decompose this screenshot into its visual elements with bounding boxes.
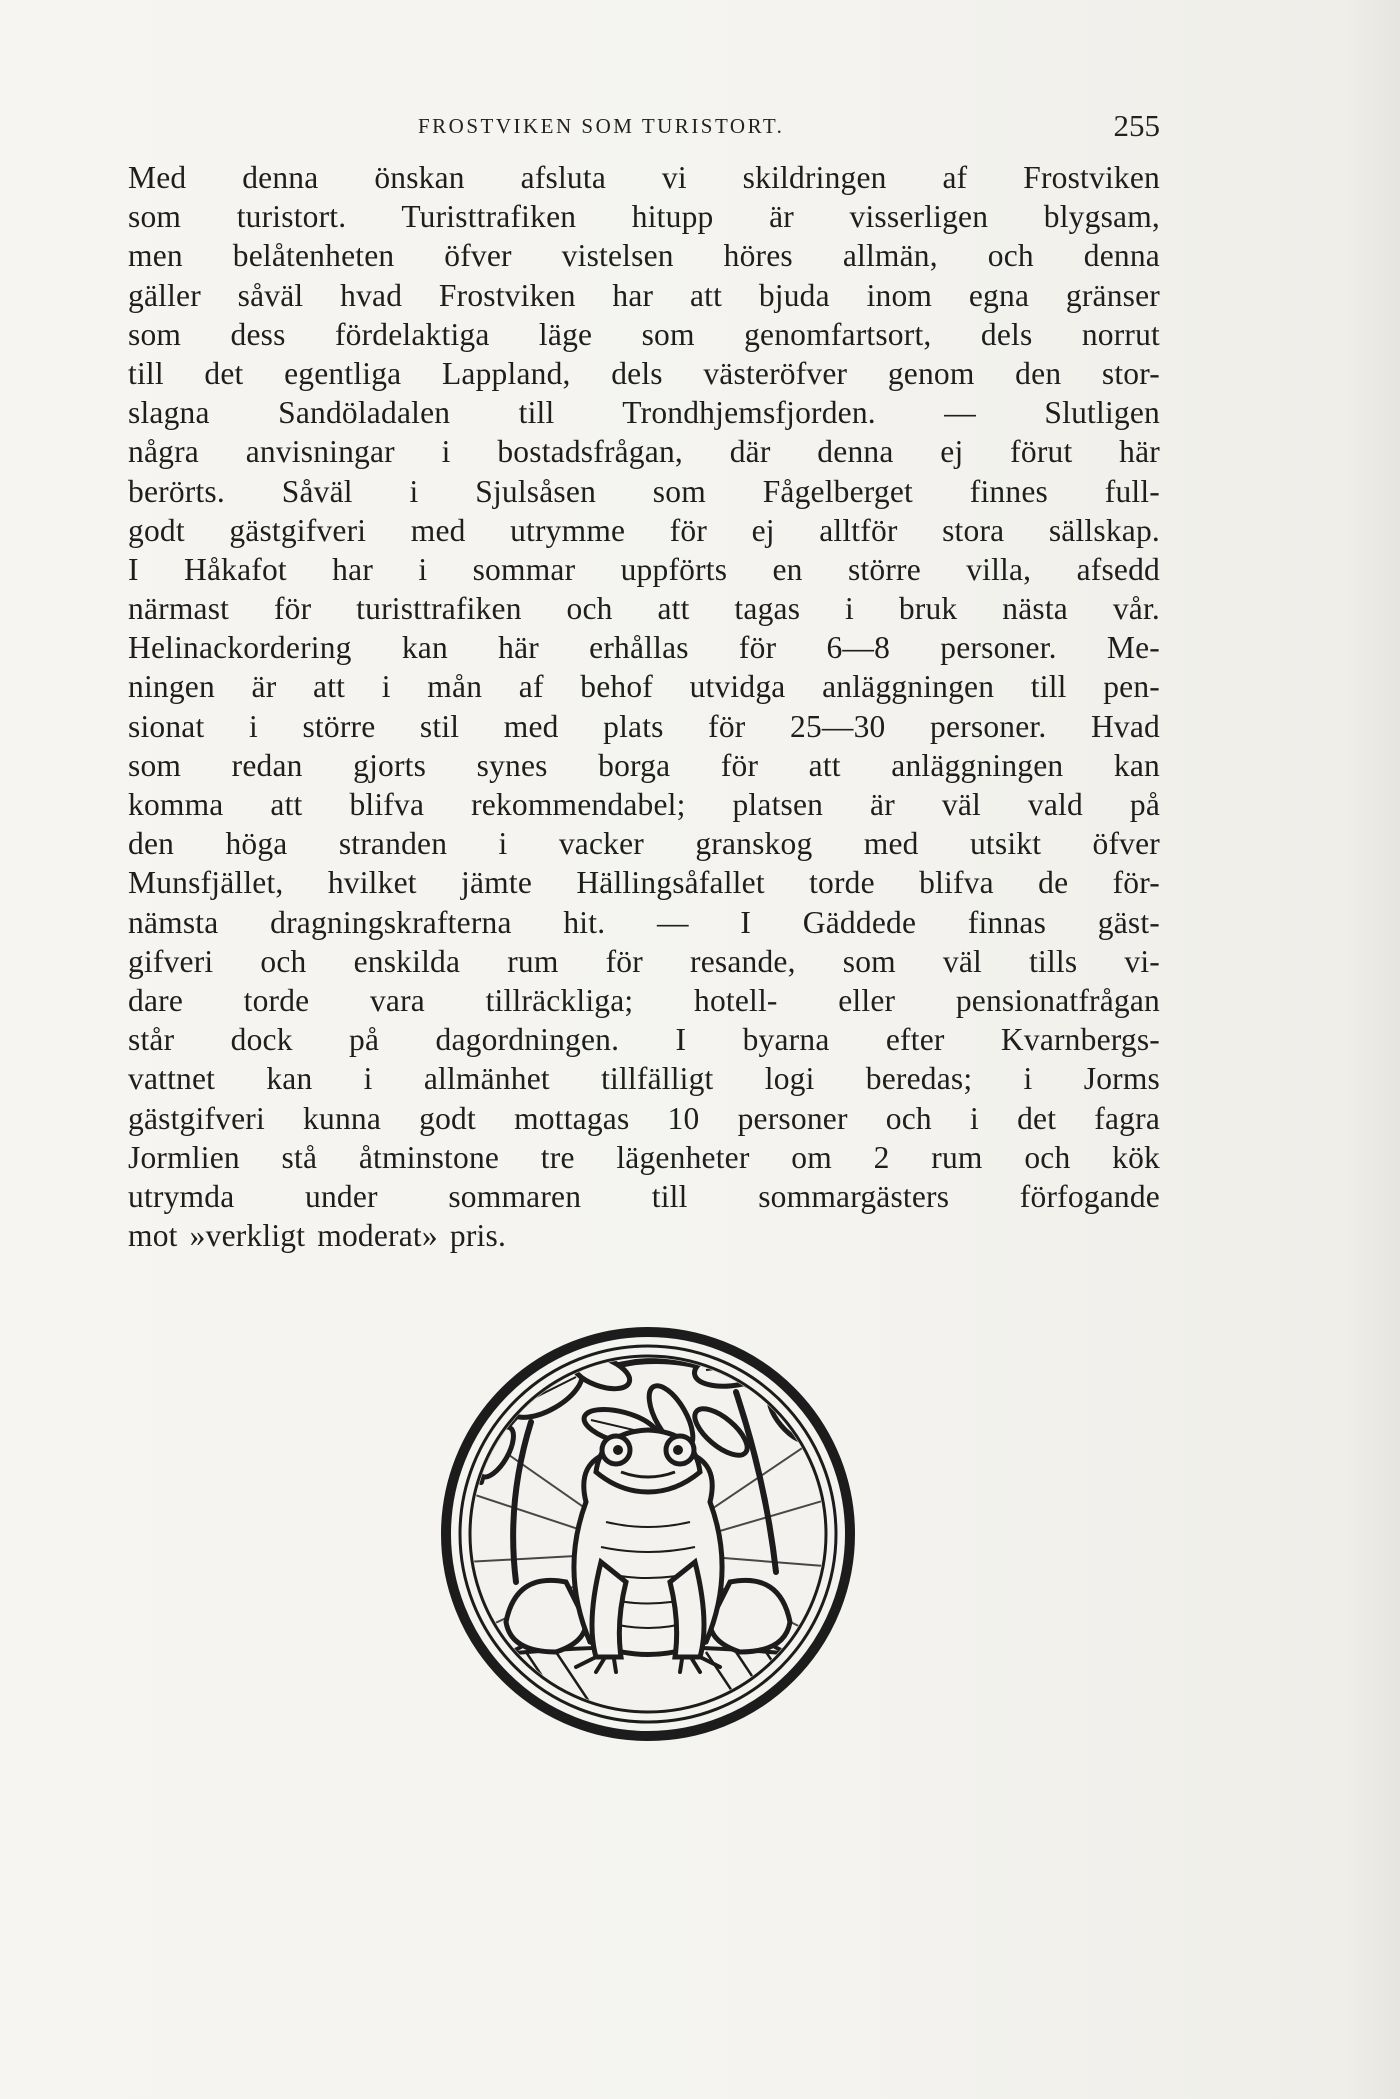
text-line: närmast för turisttrafiken och att tagas i bruk nästa vår. <box>128 591 1160 627</box>
frog-vignette-icon <box>436 1322 860 1746</box>
text-line: gästgifveri kunna godt mottagas 10 personer och i det fagra <box>128 1100 1160 1136</box>
text-line: utrymda under sommaren till sommargästers förfogande <box>128 1178 1160 1214</box>
running-title: FROSTVIKEN SOM TURISTORT. <box>418 114 785 138</box>
text-line: den höga stranden i vacker granskog med utsikt öfver <box>128 826 1160 862</box>
text-line: som turistort. Turisttrafiken hitupp är visserligen blygsam, <box>128 199 1160 235</box>
body-paragraph <box>128 158 1160 1255</box>
text-line: gifveri och enskilda rum för resande, som väl tills vi- <box>128 943 1160 979</box>
text-line: Jormlien stå åtminstone tre lägenheter om 2 rum och kök <box>128 1139 1160 1175</box>
text-line: några anvisningar i bostadsfrågan, där denna ej förut här <box>128 434 1160 470</box>
text-line: till det egentliga Lappland, dels västeröfver genom den stor- <box>128 355 1160 391</box>
text-line: slagna Sandöladalen till Trondhjemsfjorden. — Slutligen <box>128 395 1160 431</box>
text-line: komma att blifva rekommendabel; platsen är väl vald på <box>128 787 1160 822</box>
text-line: som redan gjorts synes borga för att anläggningen kan <box>128 747 1160 783</box>
text-line: sionat i större stil med plats för 25—30 personer. Hvad <box>128 708 1160 744</box>
page-header <box>128 108 1160 144</box>
text-line: vattnet kan i allmänhet tillfälligt logi beredas; i Jorms <box>128 1061 1160 1097</box>
text-line: men belåtenheten öfver vistelsen höres allmän, och denna <box>128 238 1160 274</box>
text-line: Med denna önskan afsluta vi skildringen af Frostviken <box>128 160 1160 195</box>
text-line: ningen är att i mån af behof utvidga anläggningen till pen- <box>128 669 1160 705</box>
text-line: Munsfjället, hvilket jämte Hällingsåfallet torde blifva de för- <box>128 865 1160 901</box>
text-line: I Håkafot har i sommar uppförts en större villa, afsedd <box>128 551 1160 587</box>
page-number: 255 <box>1113 108 1160 143</box>
text-line: godt gästgifveri med utrymme för ej alltför stora sällskap. <box>128 512 1160 548</box>
text-line: berörts. Såväl i Sjulsåsen som Fågelberget finnes full- <box>128 473 1160 509</box>
text-line: nämsta dragningskrafterna hit. — I Gäddede finnas gäst- <box>128 904 1160 940</box>
text-line: dare torde vara tillräckliga; hotell- eller pensionatfrågan <box>128 982 1160 1018</box>
text-line: gäller såväl hvad Frostviken har att bjuda inom egna gränser <box>128 277 1160 313</box>
text-line: Helinackordering kan här erhållas för 6—8 personer. Me- <box>128 630 1160 666</box>
text-line-final: mot »verkligt moderat» pris. <box>128 1218 507 1254</box>
text-line: står dock på dagordningen. I byarna efter Kvarnbergs- <box>128 1022 1160 1058</box>
text-line: som dess fördelaktiga läge som genomfartsort, dels norrut <box>128 316 1160 352</box>
